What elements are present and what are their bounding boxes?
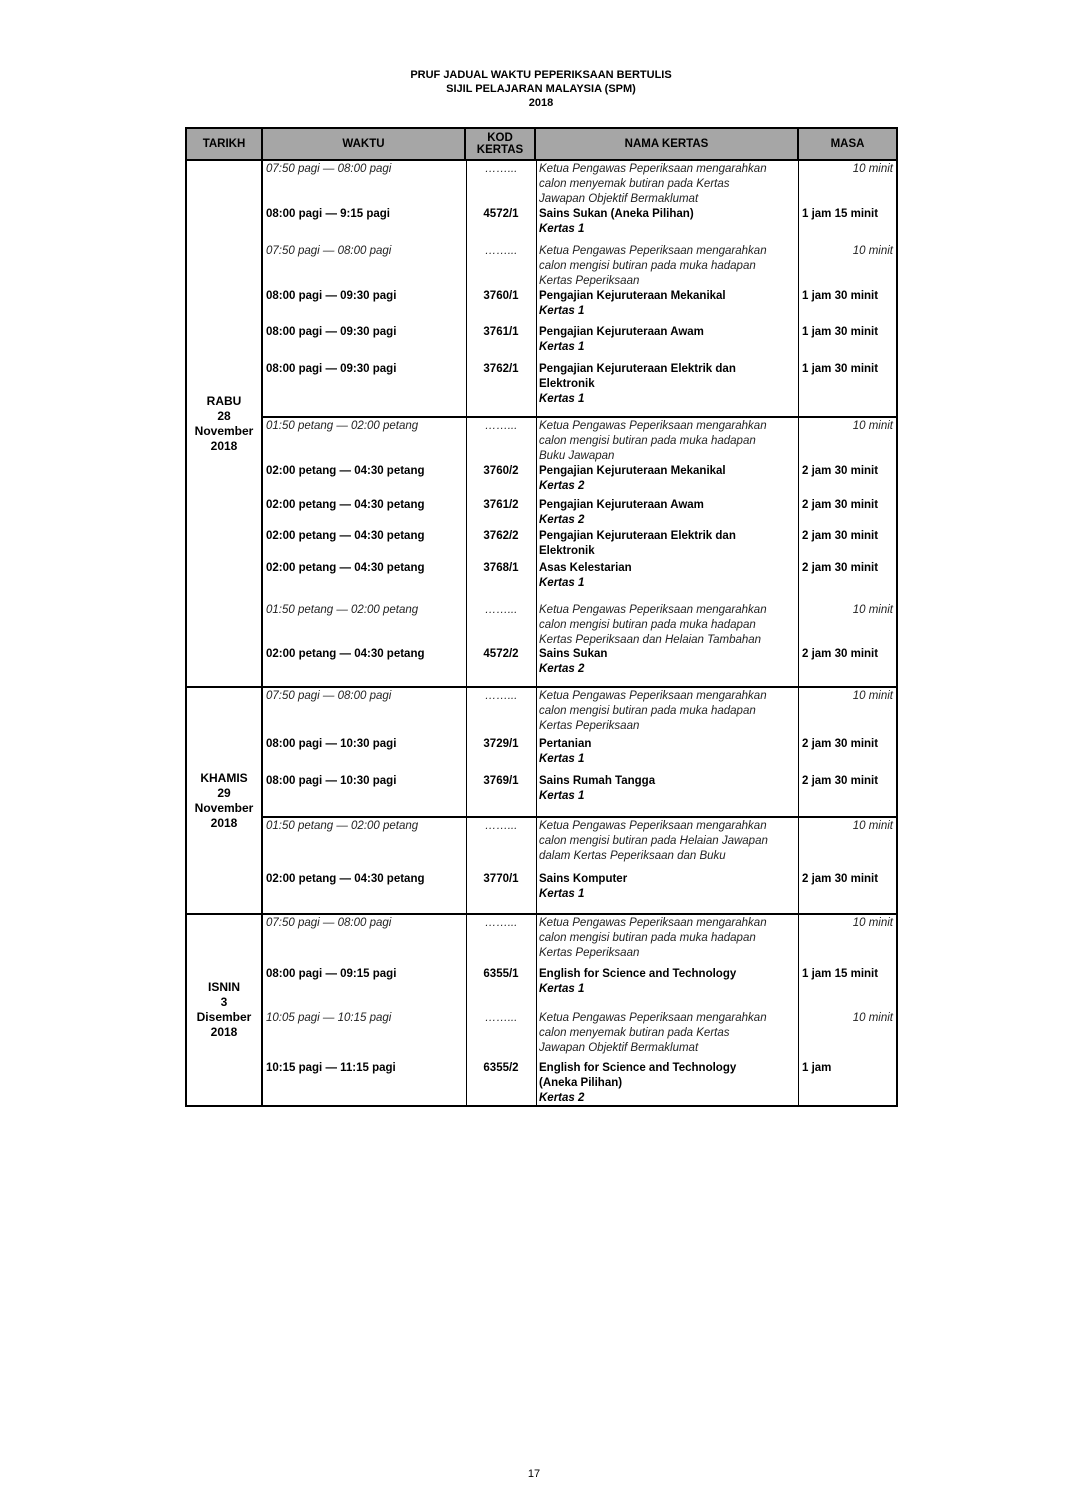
paper-row — [263, 206, 896, 243]
masa-cell: 1 jam 30 minit — [802, 290, 879, 302]
masa-cell: 2 jam 30 minit — [802, 465, 879, 477]
nama-kertas-line: Ketua Pengawas Peperiksaan mengarahkan — [539, 1012, 767, 1024]
nama-kertas-line: calon mengisi butiran pada Helaian Jawapan — [539, 835, 768, 847]
document-title — [186, 68, 896, 110]
waktu-cell: 10:15 pagi — 11:15 pagi — [266, 1062, 396, 1074]
kertas-number: Kertas 1 — [539, 983, 585, 995]
waktu-cell: 02:00 petang — 04:30 petang — [266, 648, 425, 660]
nama-kertas-line: Jawapan Objektif Bermaklumat — [539, 193, 699, 205]
session-row — [186, 160, 897, 417]
nama-kertas-cell — [536, 966, 799, 1010]
instruction-row — [263, 818, 896, 871]
nama-kertas-cell — [536, 646, 799, 684]
nama-kertas-cell — [536, 1010, 799, 1060]
kod-kertas-cell: 3762/2 — [483, 530, 519, 542]
paper-row — [263, 463, 896, 497]
kod-kertas-cell: ……... — [484, 604, 518, 616]
waktu-cell: 07:50 pagi — 08:00 pagi — [266, 163, 392, 175]
kod-kertas-cell: 3761/1 — [483, 326, 519, 338]
nama-kertas-line: Elektronik — [539, 378, 595, 390]
date-cell — [186, 687, 262, 914]
nama-kertas-line: calon mengisi butiran pada muka hadapan — [539, 932, 756, 944]
waktu-cell: 07:50 pagi — 08:00 pagi — [266, 917, 392, 929]
paper-row — [263, 646, 896, 684]
nama-kertas-cell — [536, 773, 799, 813]
nama-kertas-cell — [536, 243, 799, 288]
nama-kertas-line: Sains Sukan (Aneka Pilihan) — [539, 208, 694, 220]
nama-kertas-line: Pengajian Kejuruteraan Elektrik dan — [539, 530, 736, 542]
masa-cell: 1 jam 30 minit — [802, 363, 879, 375]
nama-kertas-line: Pengajian Kejuruteraan Mekanikal — [539, 290, 726, 302]
kertas-number: Kertas 1 — [539, 393, 585, 405]
kod-kertas-cell: 3769/1 — [483, 775, 519, 787]
nama-kertas-cell — [536, 736, 799, 773]
nama-kertas-cell — [536, 161, 799, 206]
masa-cell: 10 minit — [852, 163, 893, 175]
nama-kertas-cell — [536, 688, 799, 736]
kertas-number: Kertas 1 — [539, 790, 585, 802]
nama-kertas-cell — [536, 871, 799, 909]
nama-kertas-line: English for Science and Technology — [539, 968, 737, 980]
nama-kertas-line: calon menyemak butiran pada Kertas — [539, 178, 730, 190]
paper-row — [263, 871, 896, 909]
nama-kertas-line: calon menyemak butiran pada Kertas — [539, 1027, 730, 1039]
nama-kertas-line: (Aneka Pilihan) — [539, 1077, 623, 1089]
masa-cell: 10 minit — [852, 604, 893, 616]
nama-kertas-line: Ketua Pengawas Peperiksaan mengarahkan — [539, 917, 767, 929]
nama-kertas-line: Pengajian Kejuruteraan Awam — [539, 326, 704, 338]
masa-cell: 1 jam 15 minit — [802, 968, 879, 980]
header-kod-line2: KERTAS — [476, 144, 524, 156]
kertas-number: Kertas 1 — [539, 341, 585, 353]
nama-kertas-line: calon mengisi butiran pada muka hadapan — [539, 619, 756, 631]
masa-cell: 1 jam 15 minit — [802, 208, 879, 220]
nama-kertas-cell — [536, 915, 799, 966]
nama-kertas-cell — [536, 463, 799, 497]
kod-kertas-cell: 3762/1 — [483, 363, 519, 375]
paper-row — [263, 1060, 896, 1104]
kod-kertas-cell: 6355/2 — [483, 1062, 519, 1074]
masa-cell: 2 jam 30 minit — [802, 530, 879, 542]
kod-kertas-cell: ……... — [484, 917, 518, 929]
session-row — [186, 817, 897, 914]
nama-kertas-cell — [536, 324, 799, 361]
nama-kertas-line: Ketua Pengawas Peperiksaan mengarahkan — [539, 245, 767, 257]
kertas-number: Kertas 1 — [539, 305, 585, 317]
exam-schedule-table — [185, 127, 898, 1107]
masa-cell: 10 minit — [852, 917, 893, 929]
nama-kertas-cell — [536, 528, 799, 560]
paper-row — [263, 736, 896, 773]
nama-kertas-line: Kertas Peperiksaan — [539, 720, 640, 732]
nama-kertas-line: Elektronik — [539, 545, 595, 557]
nama-kertas-cell — [536, 361, 799, 405]
session-block — [262, 687, 897, 817]
kertas-number: Kertas 2 — [539, 1092, 585, 1104]
paper-row — [263, 361, 896, 405]
masa-cell: 2 jam 30 minit — [802, 648, 879, 660]
instruction-row — [263, 602, 896, 646]
kertas-number: Kertas 1 — [539, 753, 585, 765]
nama-kertas-line: Ketua Pengawas Peperiksaan mengarahkan — [539, 820, 767, 832]
nama-kertas-line: Pertanian — [539, 738, 592, 750]
header-masa: MASA — [798, 128, 897, 160]
instruction-row — [263, 418, 896, 463]
nama-kertas-line: English for Science and Technology — [539, 1062, 737, 1074]
kertas-number: Kertas 2 — [539, 480, 585, 492]
instruction-row — [263, 915, 896, 966]
waktu-cell: 08:00 pagi — 09:30 pagi — [266, 290, 397, 302]
session-row — [186, 417, 897, 687]
title-line-3: 2018 — [528, 97, 554, 109]
session-block — [262, 817, 897, 914]
session-row — [186, 914, 897, 1106]
date-year: 2018 — [210, 438, 238, 453]
waktu-cell: 02:00 petang — 04:30 petang — [266, 499, 425, 511]
kod-kertas-cell: 4572/2 — [483, 648, 519, 660]
date-cell — [186, 914, 262, 1106]
masa-cell: 2 jam 30 minit — [802, 562, 879, 574]
paper-row — [263, 773, 896, 813]
nama-kertas-line: Pengajian Kejuruteraan Awam — [539, 499, 704, 511]
nama-kertas-cell — [536, 288, 799, 324]
paper-row — [263, 324, 896, 361]
masa-cell: 2 jam 30 minit — [802, 738, 879, 750]
date-date: 29 — [217, 785, 231, 800]
nama-kertas-line: calon mengisi butiran pada muka hadapan — [539, 705, 756, 717]
date-month: November — [194, 423, 254, 438]
kertas-number: Kertas 1 — [539, 223, 585, 235]
kod-kertas-cell: ……... — [484, 420, 518, 432]
waktu-cell: 08:00 pagi — 10:30 pagi — [266, 775, 397, 787]
waktu-cell: 08:00 pagi — 09:15 pagi — [266, 968, 397, 980]
masa-cell: 2 jam 30 minit — [802, 499, 879, 511]
nama-kertas-line: Kertas Peperiksaan — [539, 275, 640, 287]
nama-kertas-line: Buku Jawapan — [539, 450, 615, 462]
title-line-2: SIJIL PELAJARAN MALAYSIA (SPM) — [446, 83, 636, 95]
nama-kertas-line: calon mengisi butiran pada muka hadapan — [539, 260, 756, 272]
nama-kertas-line: Sains Sukan — [539, 648, 608, 660]
waktu-cell: 01:50 petang — 02:00 petang — [266, 820, 419, 832]
kod-kertas-cell: 6355/1 — [483, 968, 519, 980]
kod-kertas-cell: ……... — [484, 245, 518, 257]
paper-row — [263, 288, 896, 324]
kod-kertas-cell: 3770/1 — [483, 873, 519, 885]
nama-kertas-cell — [536, 497, 799, 528]
paper-row — [263, 497, 896, 528]
kod-kertas-cell: ……... — [484, 1012, 518, 1024]
waktu-cell: 02:00 petang — 04:30 petang — [266, 562, 425, 574]
page-number: 17 — [527, 1468, 541, 1480]
waktu-cell: 01:50 petang — 02:00 petang — [266, 604, 419, 616]
date-month: November — [194, 800, 254, 815]
date-month: Disember — [196, 1010, 252, 1024]
nama-kertas-line: Ketua Pengawas Peperiksaan mengarahkan — [539, 420, 767, 432]
instruction-row — [263, 1010, 896, 1060]
masa-cell: 10 minit — [852, 690, 893, 702]
waktu-cell: 07:50 pagi — 08:00 pagi — [266, 690, 392, 702]
nama-kertas-line: Pengajian Kejuruteraan Elektrik dan — [539, 363, 736, 375]
paper-row — [263, 560, 896, 602]
waktu-cell: 02:00 petang — 04:30 petang — [266, 530, 425, 542]
waktu-cell: 08:00 pagi — 10:30 pagi — [266, 738, 397, 750]
nama-kertas-cell — [536, 1060, 799, 1104]
nama-kertas-line: Pengajian Kejuruteraan Mekanikal — [539, 465, 726, 477]
date-cell — [186, 160, 262, 687]
masa-cell: 2 jam 30 minit — [802, 775, 879, 787]
date-day: ISNIN — [207, 980, 240, 994]
masa-cell: 1 jam 30 minit — [802, 326, 879, 338]
kod-kertas-cell: 3729/1 — [483, 738, 519, 750]
masa-cell: 2 jam 30 minit — [802, 873, 879, 885]
waktu-cell: 02:00 petang — 04:30 petang — [266, 873, 425, 885]
paper-row — [263, 528, 896, 560]
instruction-row — [263, 243, 896, 288]
nama-kertas-cell — [536, 206, 799, 243]
nama-kertas-line: Asas Kelestarian — [539, 562, 632, 574]
header-waktu: WAKTU — [262, 128, 465, 160]
waktu-cell: 02:00 petang — 04:30 petang — [266, 465, 425, 477]
nama-kertas-line: Jawapan Objektif Bermaklumat — [539, 1042, 699, 1054]
nama-kertas-line: Kertas Peperiksaan dan Helaian Tambahan — [539, 634, 762, 646]
masa-cell: 10 minit — [852, 1012, 893, 1024]
header-tarikh: TARIKH — [186, 128, 262, 160]
kod-kertas-cell: 4572/1 — [483, 208, 519, 220]
waktu-cell: 08:00 pagi — 09:30 pagi — [266, 326, 397, 338]
nama-kertas-line: dalam Kertas Peperiksaan dan Buku — [539, 850, 726, 862]
header-nama-kertas: NAMA KERTAS — [535, 128, 798, 160]
masa-cell: 10 minit — [852, 245, 893, 257]
session-row — [186, 687, 897, 817]
kertas-number: Kertas 2 — [539, 663, 585, 675]
session-block — [262, 417, 897, 687]
nama-kertas-line: Ketua Pengawas Peperiksaan mengarahkan — [539, 163, 767, 175]
nama-kertas-line: Kertas Peperiksaan — [539, 947, 640, 959]
table-header-row — [186, 128, 897, 160]
instruction-row — [263, 161, 896, 206]
nama-kertas-line: calon mengisi butiran pada muka hadapan — [539, 435, 756, 447]
kod-kertas-cell: 3760/1 — [483, 290, 519, 302]
nama-kertas-cell — [536, 818, 799, 863]
nama-kertas-line: Ketua Pengawas Peperiksaan mengarahkan — [539, 690, 767, 702]
kod-kertas-cell: 3768/1 — [483, 562, 519, 574]
kod-kertas-cell: ……... — [484, 690, 518, 702]
waktu-cell: 08:00 pagi — 9:15 pagi — [266, 208, 390, 220]
waktu-cell: 08:00 pagi — 09:30 pagi — [266, 363, 397, 375]
nama-kertas-cell — [536, 602, 799, 646]
session-block — [262, 914, 897, 1106]
kod-kertas-cell: 3760/2 — [483, 465, 519, 477]
kod-kertas-cell: 3761/2 — [483, 499, 519, 511]
waktu-cell: 07:50 pagi — 08:00 pagi — [266, 245, 392, 257]
nama-kertas-cell — [536, 418, 799, 463]
nama-kertas-line: Sains Komputer — [539, 873, 628, 885]
date-day: KHAMIS — [200, 770, 248, 785]
kertas-number: Kertas 2 — [539, 514, 585, 526]
kertas-number: Kertas 1 — [539, 888, 585, 900]
waktu-cell: 01:50 petang — 02:00 petang — [266, 420, 419, 432]
nama-kertas-line: Sains Rumah Tangga — [539, 775, 656, 787]
date-date: 3 — [220, 995, 228, 1009]
session-block — [262, 160, 897, 417]
paper-row — [263, 966, 896, 1010]
masa-cell: 10 minit — [852, 820, 893, 832]
date-day: RABU — [206, 393, 242, 408]
date-date: 28 — [217, 408, 231, 423]
kertas-number: Kertas 1 — [539, 577, 585, 589]
waktu-cell: 10:05 pagi — 10:15 pagi — [266, 1012, 392, 1024]
kod-kertas-cell: ……... — [484, 163, 518, 175]
nama-kertas-cell — [536, 560, 799, 602]
header-kod-line1: KOD — [487, 132, 513, 144]
date-year: 2018 — [210, 815, 238, 830]
date-year: 2018 — [210, 1025, 238, 1039]
masa-cell: 10 minit — [852, 420, 893, 432]
title-line-1: PRUF JADUAL WAKTU PEPERIKSAAN BERTULIS — [410, 69, 672, 81]
instruction-row — [263, 688, 896, 736]
nama-kertas-line: Ketua Pengawas Peperiksaan mengarahkan — [539, 604, 767, 616]
kod-kertas-cell: ……... — [484, 820, 518, 832]
masa-cell: 1 jam — [802, 1062, 832, 1074]
header-kod-kertas — [465, 128, 535, 160]
